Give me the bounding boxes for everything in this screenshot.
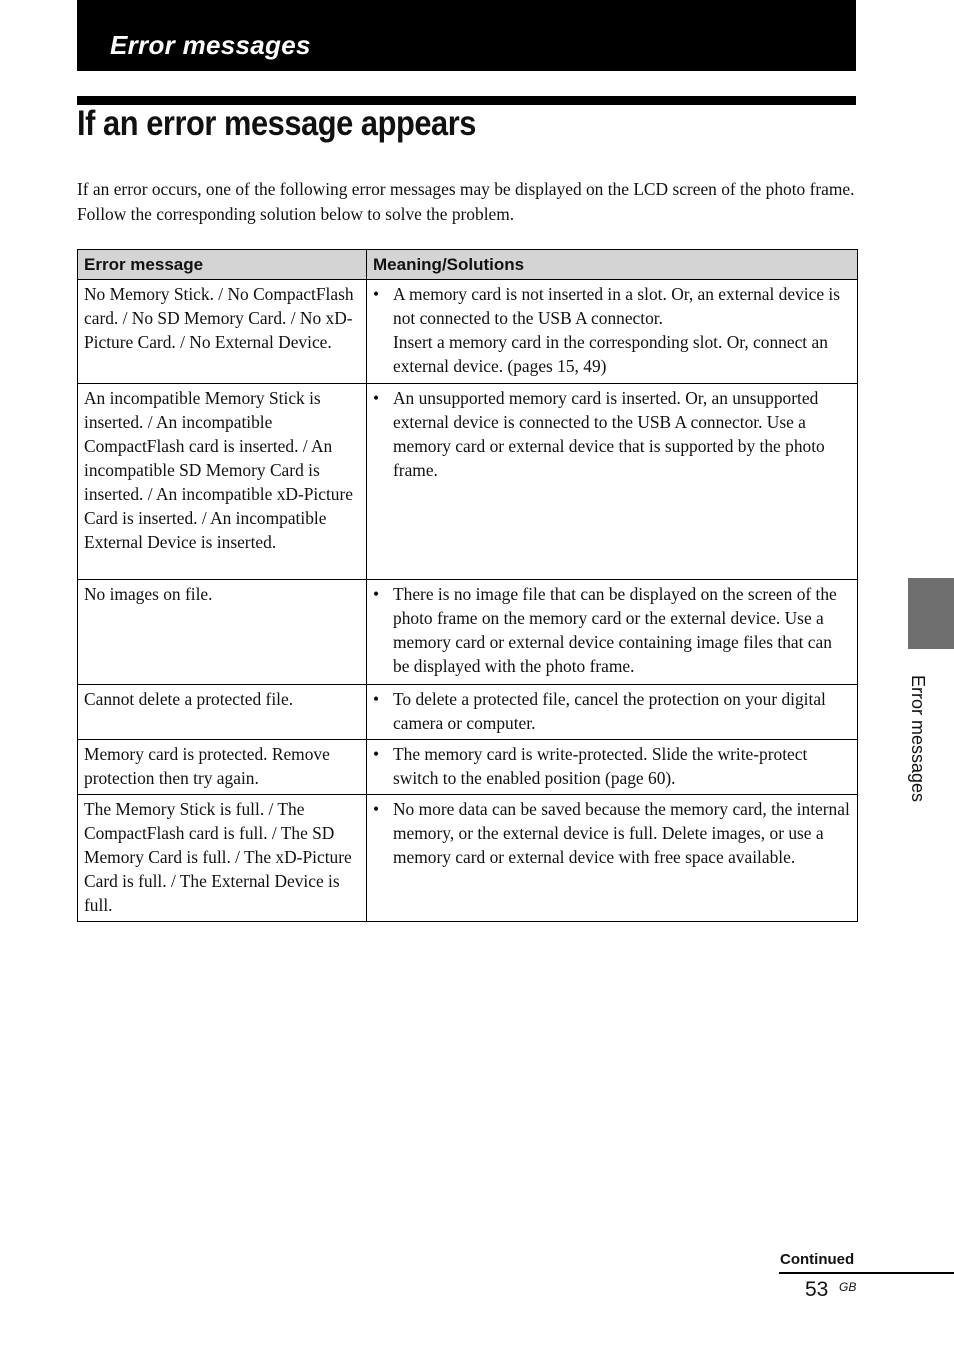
bullet: • bbox=[373, 799, 380, 819]
solution-item bbox=[373, 582, 851, 678]
solution-text: A memory card is not inserted in a slot. Or, an external device is not connected to the USB A connector. bbox=[393, 284, 840, 328]
bullet: • bbox=[373, 388, 380, 408]
table-row bbox=[78, 280, 858, 384]
page-title: If an error message appears bbox=[77, 104, 476, 143]
solution-text: There is no image file that can be displayed on the screen of the photo frame on the memory card or the external device. Use a memory card or external device containing image files that can be displayed with the photo frame. bbox=[393, 584, 837, 676]
page-number-suffix: GB bbox=[839, 1280, 857, 1294]
table-row bbox=[78, 740, 858, 795]
error-message-cell: The Memory Stick is full. / The CompactFlash card is full. / The SD Memory Card is full. / The xD-Picture Card is full. / The External Device is full. bbox=[78, 795, 367, 922]
column-header-meaning-solutions: Meaning/Solutions bbox=[367, 250, 858, 280]
error-message-cell: An incompatible Memory Stick is inserted. / An incompatible CompactFlash card is inserted. / An incompatible SD Memory Card is inserted. / An incompatible xD-Picture Card is inserted. / An incompatible External Device is inserted. bbox=[78, 384, 367, 580]
error-message-cell: Memory card is protected. Remove protection then try again. bbox=[78, 740, 367, 795]
solution-cell bbox=[367, 384, 858, 580]
footer-rule bbox=[779, 1272, 954, 1274]
table-header-row bbox=[78, 250, 858, 280]
solution-cell bbox=[367, 685, 858, 740]
section-title: Error messages bbox=[110, 30, 311, 60]
bullet: • bbox=[373, 689, 380, 709]
chapter-label: Error messages bbox=[908, 675, 928, 803]
table-row bbox=[78, 384, 858, 580]
section-banner bbox=[77, 0, 856, 71]
solution-text: To delete a protected file, cancel the protection on your digital camera or computer. bbox=[393, 689, 826, 733]
solution-text: An unsupported memory card is inserted. Or, an unsupported external device is connected to the USB A connector. Use a memory card or external device that is supported by the photo frame. bbox=[393, 388, 825, 480]
solution-extra-text: Insert a memory card in the corresponding slot. Or, connect an external device. (pages 15, 49) bbox=[393, 332, 828, 376]
solution-cell bbox=[367, 795, 858, 922]
error-table bbox=[77, 249, 858, 922]
page-number: 53 bbox=[805, 1278, 829, 1301]
solution-cell bbox=[367, 580, 858, 685]
table-row bbox=[78, 685, 858, 740]
continued-label: Continued bbox=[780, 1251, 855, 1268]
solution-item bbox=[373, 282, 851, 378]
solution-text: The memory card is write-protected. Slide the write-protect switch to the enabled position (page 60). bbox=[393, 744, 808, 788]
table-row bbox=[78, 795, 858, 922]
chapter-tab bbox=[908, 578, 954, 649]
solution-cell bbox=[367, 740, 858, 795]
solution-cell bbox=[367, 280, 858, 384]
column-header-error-message: Error message bbox=[78, 250, 367, 280]
solution-item bbox=[373, 386, 851, 482]
solution-item bbox=[373, 797, 851, 869]
error-message-cell: No Memory Stick. / No CompactFlash card. / No SD Memory Card. / No xD-Picture Card. / No External Device. bbox=[78, 280, 367, 384]
bullet: • bbox=[373, 744, 380, 764]
bullet: • bbox=[373, 584, 380, 604]
table-row bbox=[78, 580, 858, 685]
solution-item bbox=[373, 742, 851, 790]
solution-item bbox=[373, 687, 851, 735]
error-message-cell: Cannot delete a protected file. bbox=[78, 685, 367, 740]
solution-text: No more data can be saved because the memory card, the internal memory, or the external device is full. Delete images, or use a memory card or external device with free space available. bbox=[393, 799, 850, 867]
intro-paragraph: If an error occurs, one of the following error messages may be displayed on the LCD screen of the photo frame. Follow the corresponding solution below to solve the problem. bbox=[77, 179, 855, 224]
bullet: • bbox=[373, 284, 380, 304]
error-message-cell: No images on file. bbox=[78, 580, 367, 685]
